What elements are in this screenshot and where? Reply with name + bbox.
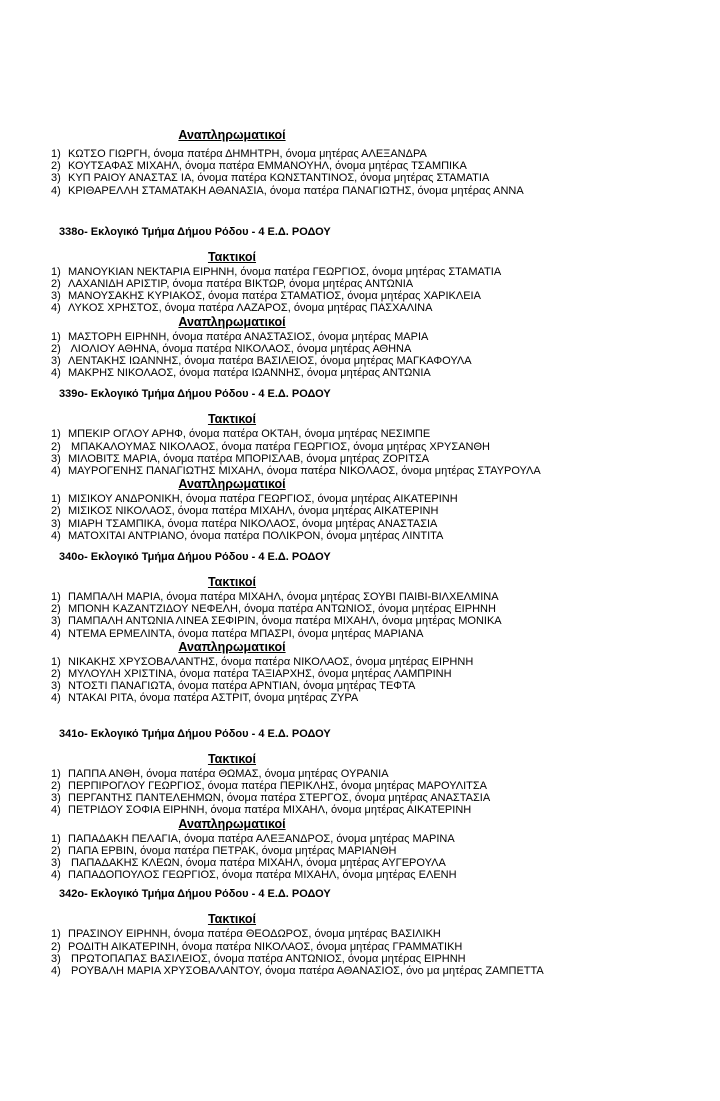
section-title: 338ο- Εκλογικό Τμήμα Δήμου Ρόδου - 4 Ε.Δ. ΡΟΔΟΥ [59, 225, 331, 238]
item-number: 1) [51, 928, 61, 941]
section-340 [0, 551, 720, 705]
intro-substitutes-block [0, 128, 720, 197]
item-text: ΠΑΠΑΔΟΠΟΥΛΟΣ ΓΕΩΡΓΙΟΣ, όνομα πατέρα ΜΙΧΑΗΛ, όνομα μητέρας ΕΛΕΝΗ [68, 869, 457, 882]
substitutes-list [0, 148, 720, 197]
item-text: ΡΟΔΙΤΗ ΑΙΚΑΤΕΡΙΝΗ, όνομα πατέρα ΝΙΚΟΛΑΟΣ, όνομα μητέρας ΓΡΑΜΜΑΤΙΚΗ [68, 940, 463, 953]
list-item [0, 530, 720, 542]
list-item [0, 493, 720, 505]
item-text: ΛΥΚΟΣ ΧΡΗΣΤΟΣ, όνομα πατέρα ΛΑΖΑΡΟΣ, όνομα μητέρας ΠΑΣΧΑΛΙΝΑ [68, 302, 433, 315]
list-item [0, 845, 720, 857]
item-number: 2) [51, 603, 61, 616]
list-item [0, 148, 720, 160]
item-text: ΝΤΑΚΑΙ ΡΙΤΑ, όνομα πατέρα ΑΣΤΡΙΤ, όνομα μητέρας ΖΥΡΑ [68, 692, 359, 705]
item-text: ΛΑΧΑΝΙΔΗ ΑΡΙΣΤΙΡ, όνομα πατέρα ΒΙΚΤΩΡ, όνομα μητέρας ΑΝΤΩΝΙΑ [68, 278, 414, 291]
section-title: 339ο- Εκλογικό Τμήμα Δήμου Ρόδου - 4 Ε.Δ. ΡΟΔΟΥ [59, 388, 331, 401]
item-text: ΜΑΝΟΥΚΙΑΝ ΝΕΚΤΑΡΙΑ ΕΙΡΗΝΗ, όνομα πατέρα ΓΕΩΡΓΙΟΣ, όνομα μητέρας ΣΤΑΜΑΤΙΑ [68, 265, 502, 278]
item-number: 4) [51, 964, 61, 977]
list-item [0, 928, 720, 940]
substitutes-list [0, 833, 720, 882]
substitutes-heading: Αναπληρωματικοί [178, 314, 286, 329]
list-item [0, 290, 720, 302]
regulars-heading: Τακτικοί [207, 249, 257, 264]
regulars-list [0, 428, 720, 477]
item-number: 2) [51, 940, 61, 953]
list-item [0, 857, 720, 869]
item-text: ΜΑΤΟΧΙΤΑΙ ΑΝΤΡΙΑΝΟ, όνομα πατέρα ΠΟΛΙΚΡΟΝ, όνομα μητέρας ΛΙΝΤΙΤΑ [68, 529, 444, 542]
substitutes-heading: Αναπληρωματικοί [178, 639, 286, 654]
substitutes-list [0, 656, 720, 705]
item-number: 2) [51, 779, 61, 792]
item-number: 2) [51, 844, 61, 857]
item-text: ΜΑΚΡΗΣ ΝΙΚΟΛΑΟΣ, όνομα πατέρα ΙΩΑΝΝΗΣ, όνομα μητέρας ΑΝΤΩΝΙΑ [68, 367, 431, 380]
item-number: 3) [51, 952, 61, 965]
regulars-list [0, 768, 720, 817]
substitutes-list [0, 493, 720, 542]
item-text: ΠΕΡΓΑΝΤΗΣ ΠΑΝΤΕΛΕΗΜΩΝ, όνομα πατέρα ΣΤΕΡΓΟΣ, όνομα μητέρας ΑΝΑΣΤΑΣΙΑ [68, 792, 491, 805]
list-item [0, 780, 720, 792]
item-number: 4) [51, 627, 61, 640]
item-text: ΝΤΕΜΑ ΕΡΜΕΛΙΝΤΑ, όνομα πατέρα ΜΠΑΣΡΙ, όνομα μητέρας ΜΑΡΙΑΝΑ [68, 627, 424, 640]
item-text: ΡΟΥΒΑΛΗ ΜΑΡΙΑ ΧΡΥΣΟΒΑΛΑΝΤΟΥ, όνομα πατέρα ΑΘΑΝΑΣΙΟΣ, όνο μα μητέρας ΖΑΜΠΕΤΤΑ [68, 964, 544, 977]
list-item [0, 160, 720, 172]
item-text: ΜΠΑΚΑΛΟΥΜΑΣ ΝΙΚΟΛΑΟΣ, όνομα πατέρα ΓΕΩΡΓΙΟΣ, όνομα μητέρας ΧΡΥΣΑΝΘΗ [68, 440, 490, 453]
item-text: ΠΕΤΡΙΔΟΥ ΣΟΦΙΑ ΕΙΡΗΝΗ, όνομα πατέρα ΜΙΧΑΗΛ, όνομα μητέρας ΑΙΚΑΤΕΡΙΝΗ [68, 804, 472, 817]
list-item [0, 768, 720, 780]
list-item [0, 680, 720, 692]
list-item [0, 355, 720, 367]
item-text: ΠΑΜΠΑΛΗ ΑΝΤΩΝΙΑ ΛΙΝΕΑ ΣΕΦΙΡΙΝ, όνομα πατέρα ΜΙΧΑΗΛ, όνομα μητέρας ΜΟΝΙΚΑ [68, 615, 502, 628]
list-item [0, 869, 720, 881]
item-number: 1) [51, 832, 61, 845]
item-text: ΜΠΟΝΗ ΚΑΖΑΝΤΖΙΔΟΥ ΝΕΦΕΛΗ, όνομα πατέρα ΑΝΤΩΝΙΟΣ, όνομα μητέρας ΕΙΡΗΝΗ [68, 603, 496, 616]
list-item [0, 615, 720, 627]
item-text: ΠΡΑΣΙΝΟΥ ΕΙΡΗΝΗ, όνομα πατέρα ΘΕΟΔΩΡΟΣ, όνομα μητέρας ΒΑΣΙΛΙΚΗ [68, 928, 441, 941]
item-text: ΜΑΝΟΥΣΑΚΗΣ ΚΥΡΙΑΚΟΣ, όνομα πατέρα ΣΤΑΜΑΤΙΟΣ, όνομα μητέρας ΧΑΡΙΚΛΕΙΑ [68, 290, 481, 303]
list-item [0, 465, 720, 477]
item-number: 2) [51, 342, 61, 355]
item-text: ΛΕΝΤΑΚΗΣ ΙΩΑΝΝΗΣ, όνομα πατέρα ΒΑΣΙΛΕΙΟΣ, όνομα μητέρας ΜΑΓΚΑΦΟΥΛΑ [68, 355, 472, 368]
list-item [0, 453, 720, 465]
list-item [0, 941, 720, 953]
item-number: 1) [51, 148, 61, 160]
item-text: ΠΑΠΑΔΑΚΗΣ ΚΛΕΩΝ, όνομα πατέρα ΜΙΧΑΗΛ, όνομα μητέρας ΑΥΓΕΡΟΥΛΑ [68, 856, 446, 869]
substitutes-list [0, 331, 720, 380]
item-text: ΠΑΠΠΑ ΑΝΘΗ, όνομα πατέρα ΘΩΜΑΣ, όνομα μητέρας ΟΥΡΑΝΙΑ [68, 767, 389, 780]
list-item [0, 302, 720, 314]
list-item [0, 668, 720, 680]
section-title: 342ο- Εκλογικό Τμήμα Δήμου Ρόδου - 4 Ε.Δ. ΡΟΔΟΥ [59, 888, 331, 901]
list-item [0, 367, 720, 379]
item-number: 4) [51, 869, 61, 882]
item-number: 1) [51, 767, 61, 780]
substitutes-heading: Αναπληρωματικοί [178, 477, 286, 492]
item-text: ΠΡΩΤΟΠΑΠΑΣ ΒΑΣΙΛΕΙΟΣ, όνομα πατέρα ΑΝΤΩΝΙΟΣ, όνομα μητέρας ΕΙΡΗΝΗ [68, 952, 466, 965]
regulars-heading: Τακτικοί [207, 751, 257, 766]
list-item [0, 331, 720, 343]
substitutes-heading: Αναπληρωματικοί [178, 128, 286, 142]
regulars-list [0, 928, 720, 977]
list-item [0, 833, 720, 845]
section-339 [0, 388, 720, 542]
item-number: 3) [51, 517, 61, 530]
item-number: 2) [51, 668, 61, 681]
item-text: ΠΕΡΠΙΡΟΓΛΟΥ ΓΕΩΡΓΙΟΣ, όνομα πατέρα ΠΕΡΙΚΛΗΣ, όνομα μητέρας ΜΑΡΟΥΛΙΤΣΑ [68, 779, 488, 792]
item-number: 1) [51, 428, 61, 441]
item-number: 1) [51, 655, 61, 668]
item-number: 4) [51, 529, 61, 542]
item-number: 3) [51, 290, 61, 303]
item-number: 1) [51, 493, 61, 506]
item-number: 1) [51, 591, 61, 604]
section-338 [0, 226, 720, 380]
item-number: 3) [51, 615, 61, 628]
list-item [0, 505, 720, 517]
list-item [0, 428, 720, 440]
section-341 [0, 728, 720, 882]
item-text: ΚΥΠ ΡΑΙΟΥ ΑΝΑΣΤΑΣ ΙΑ, όνομα πατέρα ΚΩΝΣΤΑΝΤΙΝΟΣ, όνομα μητέρας ΣΤΑΜΑΤΙΑ [68, 172, 490, 185]
item-text: ΠΑΜΠΑΛΗ ΜΑΡΙΑ, όνομα πατέρα ΜΙΧΑΗΛ, όνομα μητέρας ΣΟΥΒΙ ΠΑΙΒΙ-ΒΙΛΧΕΛΜΙΝΑ [68, 591, 499, 604]
list-item [0, 692, 720, 704]
list-item [0, 603, 720, 615]
item-text: ΚΡΙΘΑΡΕΛΛΗ ΣΤΑΜΑΤΑΚΗ ΑΘΑΝΑΣΙΑ, όνομα πατέρα ΠΑΝΑΓΙΩΤΗΣ, όνομα μητέρας ΑΝΝΑ [68, 184, 524, 197]
list-item [0, 628, 720, 640]
list-item [0, 953, 720, 965]
item-number: 3) [51, 680, 61, 693]
list-item [0, 343, 720, 355]
item-text: ΜΠΕΚΙΡ ΟΓΛΟΥ ΑΡΗΦ, όνομα πατέρα ΟΚΤΑΗ, όνομα μητέρας ΝΕΣΙΜΠΕ [68, 428, 431, 441]
item-number: 4) [51, 692, 61, 705]
list-item [0, 965, 720, 977]
item-text: ΚΩΤΣΟ ΓΙΩΡΓΗ, όνομα πατέρα ΔΗΜΗΤΡΗ, όνομα μητέρας ΑΛΕΞΑΝΔΡΑ [68, 148, 427, 160]
regulars-list [0, 266, 720, 315]
item-number: 3) [51, 452, 61, 465]
item-number: 4) [51, 367, 61, 380]
list-item [0, 591, 720, 603]
list-item [0, 441, 720, 453]
item-text: ΜΑΣΤΟΡΗ ΕΙΡΗΝΗ, όνομα πατέρα ΑΝΑΣΤΑΣΙΟΣ, όνομα μητέρας ΜΑΡΙΑ [68, 330, 429, 343]
item-number: 4) [51, 465, 61, 478]
item-number: 2) [51, 278, 61, 291]
item-number: 4) [51, 184, 61, 197]
item-text: ΜΑΥΡΟΓΕΝΗΣ ΠΑΝΑΓΙΩΤΗΣ ΜΙΧΑΗΛ, όνομα πατέρα ΝΙΚΟΛΑΟΣ, όνομα μητέρας ΣΤΑΥΡΟΥΛΑ [68, 465, 541, 478]
section-342 [0, 888, 720, 977]
item-number: 1) [51, 265, 61, 278]
list-item [0, 804, 720, 816]
item-text: ΠΑΠΑΔΑΚΗ ΠΕΛΑΓΙΑ, όνομα πατέρα ΑΛΕΞΑΝΔΡΟΣ, όνομα μητέρας ΜΑΡΙΝΑ [68, 832, 455, 845]
item-number: 3) [51, 856, 61, 869]
item-number: 1) [51, 330, 61, 343]
regulars-list [0, 591, 720, 640]
item-text: ΠΑΠΑ ΕΡΒΙΝ, όνομα πατέρα ΠΕΤΡΑΚ, όνομα μητέρας ΜΑΡΙΑΝΘΗ [68, 844, 397, 857]
section-title: 341ο- Εκλογικό Τμήμα Δήμου Ρόδου - 4 Ε.Δ. ΡΟΔΟΥ [59, 727, 331, 740]
item-text: ΜΙΑΡΗ ΤΣΑΜΠΙΚΑ, όνομα πατέρα ΝΙΚΟΛΑΟΣ, όνομα μητέρας ΑΝΑΣΤΑΣΙΑ [68, 517, 438, 530]
item-text: ΛΙΟΛΙΟΥ ΑΘΗΝΑ, όνομα πατέρα ΝΙΚΟΛΑΟΣ, όνομα μητέρας ΑΘΗΝΑ [68, 342, 412, 355]
item-number: 2) [51, 440, 61, 453]
list-item [0, 518, 720, 530]
regulars-heading: Τακτικοί [207, 575, 257, 590]
item-number: 4) [51, 302, 61, 315]
list-item [0, 172, 720, 184]
item-number: 2) [51, 505, 61, 518]
item-number: 3) [51, 355, 61, 368]
item-text: ΜΙΣΙΚΟΥ ΑΝΔΡΟΝΙΚΗ, όνομα πατέρα ΓΕΩΡΓΙΟΣ, όνομα μητέρας ΑΙΚΑΤΕΡΙΝΗ [68, 493, 458, 506]
list-item [0, 792, 720, 804]
list-item [0, 266, 720, 278]
item-number: 3) [51, 172, 61, 185]
regulars-heading: Τακτικοί [207, 412, 257, 427]
item-text: ΜΙΛΟΒΙΤΣ ΜΑΡΙΑ, όνομα πατέρα ΜΠΟΡΙΣΛΑΒ, όνομα μητέρας ΖΟΡΙΤΣΑ [68, 452, 430, 465]
item-number: 4) [51, 804, 61, 817]
item-text: ΝΤΟΣΤΙ ΠΑΝΑΓΙΩΤΑ, όνομα πατέρα ΑΡΝΤΙΑΝ, όνομα μητέρας ΤΕΦΤΑ [68, 680, 416, 693]
list-item [0, 185, 720, 197]
list-item [0, 278, 720, 290]
substitutes-heading: Αναπληρωματικοί [178, 816, 286, 831]
item-number: 3) [51, 792, 61, 805]
item-text: ΚΟΥΤΣΑΦΑΣ ΜΙΧΑΗΛ, όνομα πατέρα ΕΜΜΑΝΟΥΗΛ, όνομα μητέρας ΤΣΑΜΠΙΚΑ [68, 160, 467, 173]
regulars-heading: Τακτικοί [207, 912, 257, 927]
item-text: ΜΥΛΟΥΛΗ ΧΡΙΣΤΙΝΑ, όνομα πατέρα ΤΑΞΙΑΡΧΗΣ, όνομα μητέρας ΛΑΜΠΡΙΝΗ [68, 668, 452, 681]
list-item [0, 656, 720, 668]
section-title: 340ο- Εκλογικό Τμήμα Δήμου Ρόδου - 4 Ε.Δ. ΡΟΔΟΥ [59, 551, 331, 564]
item-text: ΜΙΣΙΚΟΣ ΝΙΚΟΛΑΟΣ, όνομα πατέρα ΜΙΧΑΗΛ, όνομα μητέρας ΑΙΚΑΤΕΡΙΝΗ [68, 505, 439, 518]
item-text: ΝΙΚΑΚΗΣ ΧΡΥΣΟΒΑΛΑΝΤΗΣ, όνομα πατέρα ΝΙΚΟΛΑΟΣ, όνομα μητέρας ΕΙΡΗΝΗ [68, 655, 474, 668]
item-number: 2) [51, 160, 61, 173]
